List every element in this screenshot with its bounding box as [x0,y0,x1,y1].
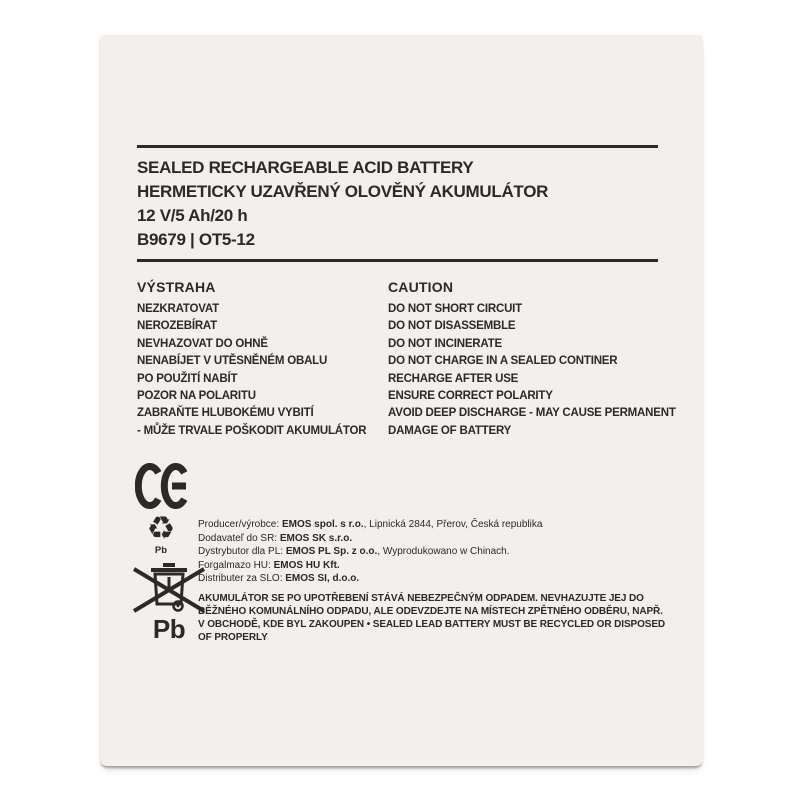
recycle-pb-text: Pb [154,545,168,556]
warning-item: NEROZEBÍRAT [137,320,218,333]
warning-item: RECHARGE AFTER USE [388,372,519,385]
crossed-wheelie-bin-icon [131,562,207,614]
warning-item: DO NOT DISASSEMBLE [388,320,516,333]
product-model-code: B9679 | OT5-12 [137,230,255,249]
distributor-line [198,545,678,559]
recycle-pb-mark [138,511,184,556]
warning-item: DO NOT CHARGE IN A SEALED CONTINER [388,355,618,368]
distributor-label: Producer/výrobce: [198,519,282,530]
warnings-header-czech: VÝSTRAHA [137,279,216,295]
distributor-rest: , Wyprodukowano w Chinach. [377,546,510,558]
warning-item: NENABÍJET V UTĚSNĚNÉM OBALU [137,355,328,368]
distributor-label: Forgalmazo HU: [198,559,274,571]
warning-item: ENSURE CORRECT POLARITY [388,390,553,403]
distributor-line [198,532,678,546]
distributor-line [198,572,678,586]
distributor-label: Dystrybutor dla PL: [198,546,286,558]
header-divider-bottom [137,259,658,262]
product-rating: 12 V/5 Ah/20 h [137,206,248,225]
product-title-cs: HERMETICKY UZAVŘENÝ OLOVĚNÝ AKUMULÁTOR [137,182,549,201]
distributor-line [198,559,678,573]
distributor-company: EMOS SI, d.o.o. [285,573,360,585]
distributor-label: Dodavateľ do SR: [198,532,280,544]
label-header [137,156,677,252]
warning-item: NEZKRATOVAT [137,303,219,315]
warning-item: PO POUŽITÍ NABÍT [137,372,238,385]
warning-item: DAMAGE OF BATTERY [388,424,512,437]
warnings-column-english [388,279,688,440]
distributor-label: Distributer za SLO: [198,573,286,585]
distributor-company: EMOS HU Kft. [273,559,340,571]
distributor-line [198,518,678,532]
distributor-company: EMOS SK s.r.o. [279,532,353,544]
bin-pb-text: Pb [152,614,186,644]
distributor-info [198,518,678,586]
warning-item: NEVHAZOVAT DO OHNĚ [137,337,268,350]
warning-item: POZOR NA POLARITU [137,390,256,403]
disposal-note: AKUMULÁTOR SE PO UPOTŘEBENÍ STÁVÁ NEBEZPEČNÝM ODPADEM. NEVHAZUJTE JEJ DO BĚŽNÉHO KOMUNÁLNÍHO ODPADU, ALE ODEVZDEJTE NA MÍSTECH ZPĚTNÉHO ODBĚRU, NAPŘ. V OBCHODĚ, KDE BYL ZAKOUPEN • SEALED LEAD BATTERY MUST BE RECYCLED OR DISPOSED OF PROPERLY [198,593,666,643]
product-title-en: SEALED RECHARGEABLE ACID BATTERY [137,158,474,177]
recycling-triangle-icon: ♻ [146,509,176,547]
battery-label-card [100,35,703,766]
crossed-bin-mark [131,562,207,642]
warnings-header-english: CAUTION [388,279,454,295]
distributor-company: EMOS spol. s r.o. [281,519,364,530]
warning-item: - MŮŽE TRVALE POŠKODIT AKUMULÁTOR [137,424,367,437]
header-divider-top [137,145,658,148]
warning-item: DO NOT INCINERATE [388,337,502,350]
distributor-rest: , Lipnická 2844, Přerov, Česká republika [363,519,543,530]
warning-item: DO NOT SHORT CIRCUIT [388,303,522,315]
warnings-column-czech [137,279,385,440]
warning-item: ZABRAŇTE HLUBOKÉMU VYBITÍ [137,407,314,420]
ce-mark-icon [135,463,191,509]
distributor-company: EMOS PL Sp. z o.o. [285,546,378,558]
warning-item: AVOID DEEP DISCHARGE - MAY CAUSE PERMANENT [388,407,676,420]
